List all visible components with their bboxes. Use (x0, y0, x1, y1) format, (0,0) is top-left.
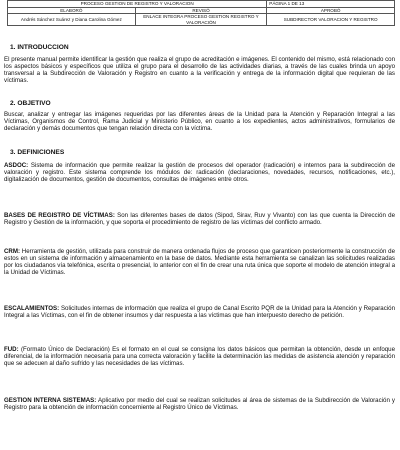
definition-term: GESTION INTERNA SISTEMAS: (4, 397, 97, 404)
definiciones-heading: 3. DEFINICIONES (10, 149, 65, 156)
definition-text: Son las diferentes bases de datos (Sipod, Sirav, Ruv y Vivanto) con las que cuenta la Dirección de Registro y Gestión de la información, y que soporta el procedimiento de registro de las víctimas del conflicto armado. (4, 212, 395, 227)
definition-text: Herramienta de gestión, utilizada para construir de manera ordenada flujos de proceso que garanticen posteriormente la construcción de estos en un sistema de información y almacenamiento en la base de datos. Mediante esta herramienta se canalizan las solicitudes realizadas por los ciudadanos vía telefónica, escrita o presencial, lo anterior con el fin de crear una ruta única que soporte el modelo de atención integral a la Unidad de Víctimas. (4, 248, 395, 277)
definition-crm (4, 248, 395, 276)
elaboro-label: ELABORÓ (8, 8, 136, 14)
definition-term: FUD: (4, 346, 19, 353)
definition-term: ESCALAMIENTOS: (4, 305, 60, 312)
definition-text: (Formato Único de Declaración) Es el formato en el cual se consigna los datos básicos que permitan la obtención, desde un enfoque diferencial, de la información necesaria para una correcta valoración y facilite la determinación las medidas de asistencia atención y reparación que se adecuen al daño sufrido y las necesidades de las víctimas. (4, 346, 395, 368)
definition-fud (4, 346, 395, 367)
intro-heading: 1. INTRODUCCION (10, 44, 69, 51)
definition-term: ASDOC: (4, 162, 29, 169)
document-header-table (7, 0, 395, 26)
definition-term: CRM: (4, 248, 21, 255)
definition-gestion-interna (4, 397, 395, 411)
document-title: PROCESO GESTION DE REGISTRO Y VALORACION (8, 1, 267, 8)
definition-asdoc (4, 162, 395, 183)
intro-paragraph: El presente manual permite identificar la gestión que realiza el grupo de acreditación e imágenes. El contenido del mismo, está relacionado con los aspectos básicos y específicos que utiliza el grupo para el desarrollo de las actividades diarias, a través de las cuales brinda un apoyo transversal a la Subdirección de Valoración y Registro en cuanto a la verificación y entrega de la información digital que requieran de las víctimas. (4, 56, 395, 85)
reviso-label: REVISÓ (135, 8, 267, 14)
aprobo-value: SUBDIRECTOR VALORACION Y REGISTRO (267, 14, 395, 26)
objetivo-paragraph: Buscar, analizar y entregar las imágenes requeridas por las diferentes áreas de la Unidad para la Atención y Reparación Integral a las Víctimas, Organismos de Control, Rama Judicial y Ministerio Público, en cuanto a los expedientes, actos administrativos, formularios de declaración y demás documentos que tengan relación directa con la víctima. (4, 111, 395, 133)
reviso-value: ENLACE INTEGRA PROCESO GESTION REGISTRO Y VALORACIÓN (135, 14, 267, 26)
objetivo-heading: 2. OBJETIVO (10, 100, 51, 107)
page-number: PÁGINA 1 DE 13 (267, 1, 395, 8)
elaboro-value: Andrés Sánchez Suárez y Diana Carolina Gómez (8, 14, 136, 26)
definition-text: Solicitudes internas de información que realiza el grupo de Canal Escrito PQR de la Unidad para la Atención y Reparación Integral a las Víctimas, con el fin de obtener insumos y dar respuesta a las víctimas que han interpuesto derecho de petición. (4, 305, 395, 320)
definition-text: Sistema de información que permite realizar la gestión de procesos del operador (radicación) e internos para la subdirección de valoración y registro. Este sistema comprende los módulos de: radicación (declaraciones, novedades, recursos, notificaciones, etc.), digitalización de documentos, gestión de documentos, consultas de imágenes entre otros. (4, 162, 395, 184)
aprobo-label: APROBÓ (267, 8, 395, 14)
definition-text: Aplicativo por medio del cual se realizan solicitudes al área de sistemas de la Subdirección de Valoración y Registro para la obtención de información concerniente al Registro Único de Víctimas. (4, 397, 396, 412)
definition-bases-registro (4, 212, 395, 226)
definition-escalamientos (4, 305, 395, 319)
definition-term: BASES DE REGISTRO DE VÍCTIMAS: (4, 212, 115, 219)
